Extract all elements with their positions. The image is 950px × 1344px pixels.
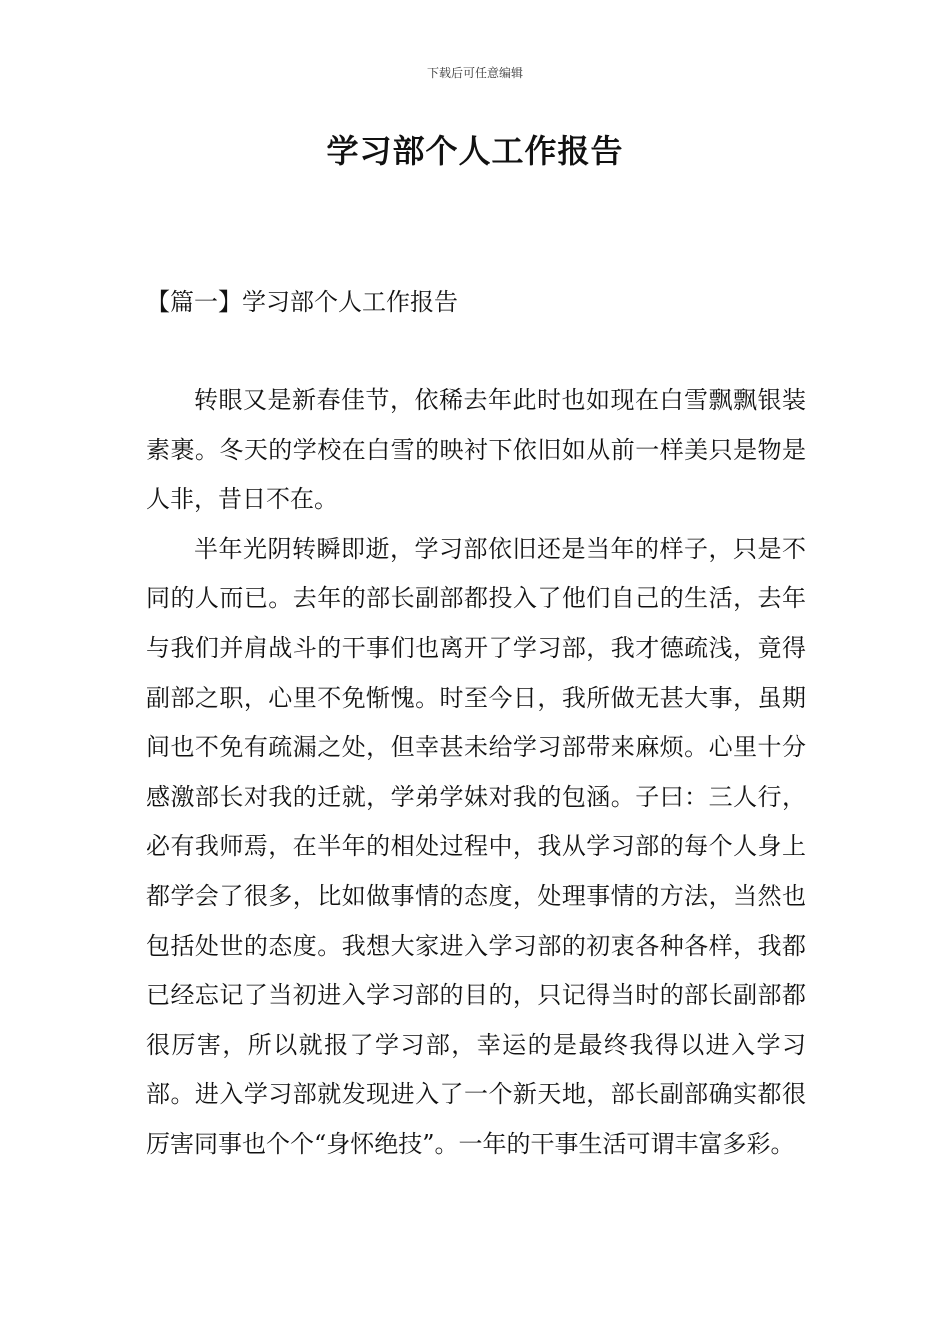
paragraph: 半年光阴转瞬即逝，学习部依旧还是当年的样子，只是不同的人而已。去年的部长副部都投入了他们自己的生活，去年与我们并肩战斗的干事们也离开了学习部，我才德疏浅，竟得副部之职，心里不免惭愧。时至今日，我所做无甚大事，虽期间也不免有疏漏之处，但幸甚未给学习部带来麻烦。心里十分感激部长对我的迁就，学弟学妹对我的包涵。子曰：三人行，必有我师焉，在半年的相处过程中，我从学习部的每个人身上都学会了很多，比如做事情的态度，处理事情的方法，当然也包括处世的态度。我想大家进入学习部的初衷各种各样，我都已经忘记了当初进入学习部的目的，只记得当时的部长副部都很厉害，所以就报了学习部，幸运的是最终我得以进入学习部。进入学习部就发现进入了一个新天地，部长副部确实都很厉害同事也个个“身怀绝技”。一年的干事生活可谓丰富多彩。 — [146, 534, 806, 1158]
document-title: 学习部个人工作报告 — [326, 132, 624, 170]
section-heading: 【篇一】学习部个人工作报告 — [146, 288, 458, 316]
header-note: 下载后可任意编辑 — [426, 66, 523, 80]
paragraph: 转眼又是新春佳节，依稀去年此时也如现在白雪飘飘银装素裹。冬天的学校在白雪的映衬下依旧如从前一样美只是物是人非，昔日不在。 — [146, 386, 806, 514]
body-text — [146, 376, 806, 1170]
